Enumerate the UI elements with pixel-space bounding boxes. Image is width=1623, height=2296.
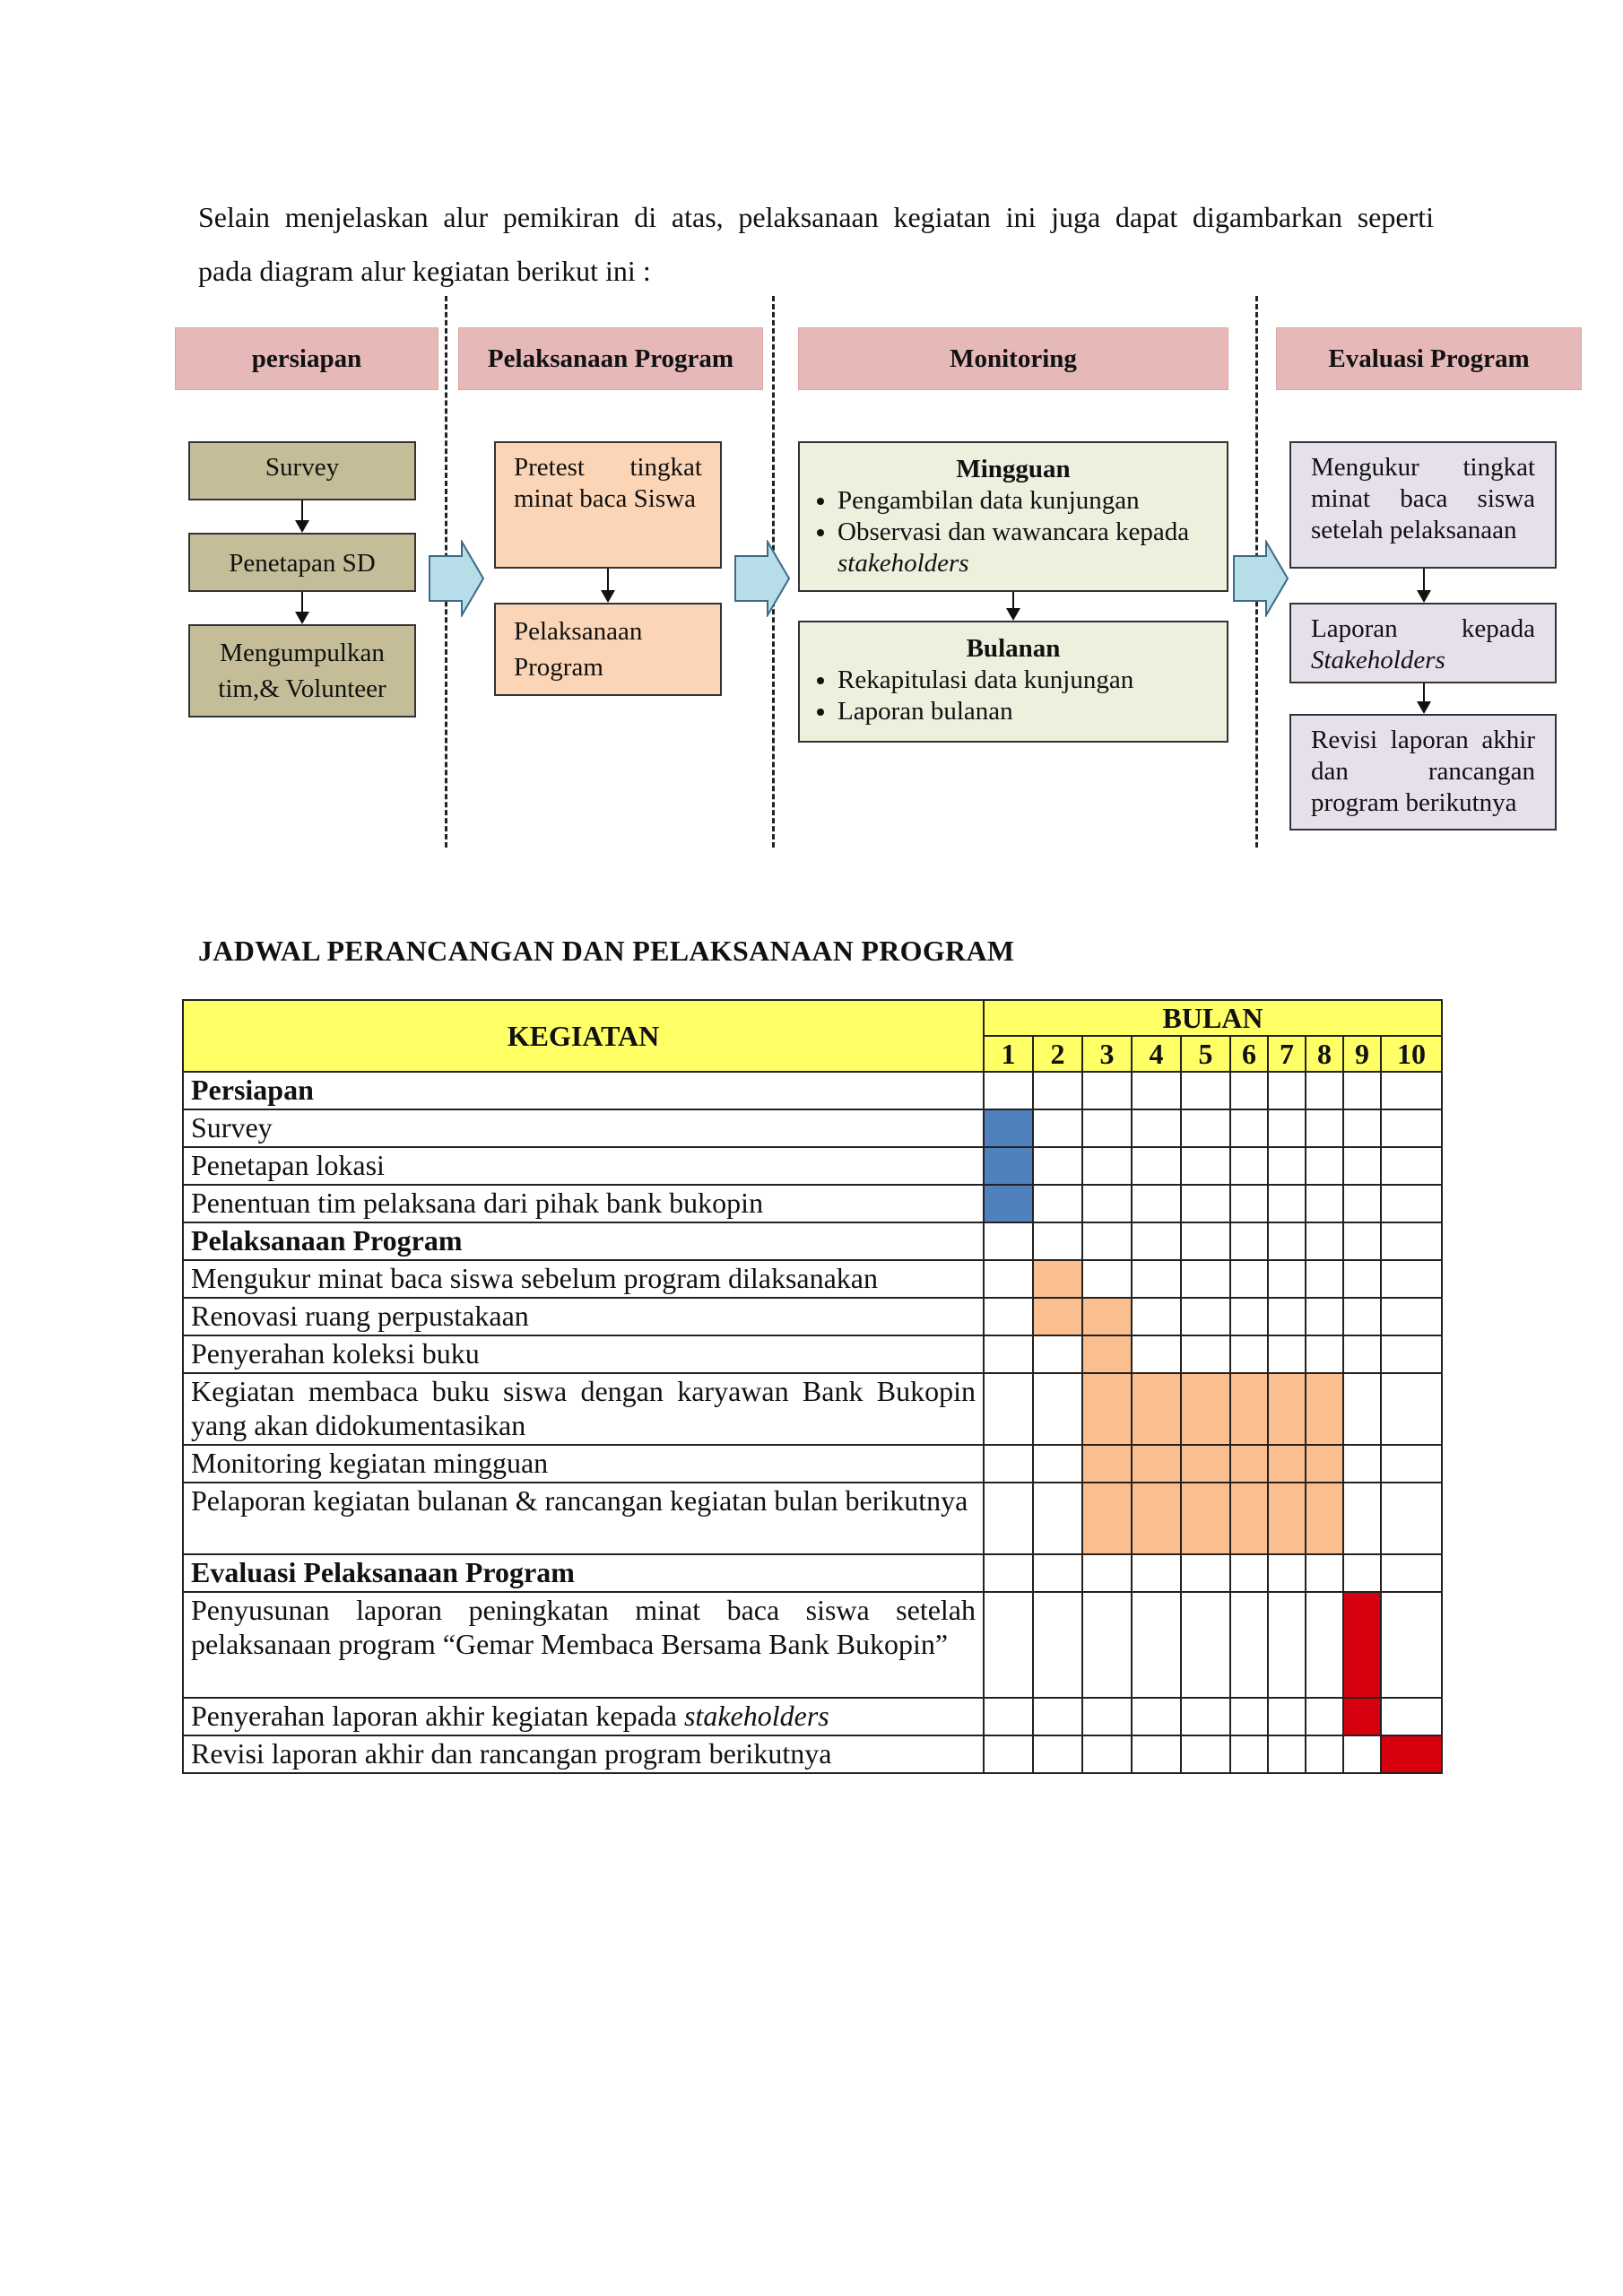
month-cell bbox=[1343, 1260, 1381, 1298]
month-cell bbox=[1381, 1072, 1442, 1109]
month-cell bbox=[1132, 1483, 1181, 1554]
month-cell bbox=[1268, 1698, 1306, 1735]
month-cell bbox=[1306, 1109, 1343, 1147]
month-cell bbox=[1230, 1735, 1268, 1773]
month-cell bbox=[984, 1072, 1033, 1109]
month-cell bbox=[1230, 1185, 1268, 1222]
month-cell bbox=[1132, 1222, 1181, 1260]
month-cell bbox=[1381, 1592, 1442, 1698]
activity-label: Penyerahan laporan akhir kegiatan kepada stakeholders bbox=[183, 1698, 984, 1735]
month-cell bbox=[1082, 1373, 1132, 1445]
month-cell bbox=[1132, 1185, 1181, 1222]
box-mengumpulkan-tim: Mengumpulkan tim,& Volunteer bbox=[188, 624, 416, 718]
table-row bbox=[183, 1335, 1442, 1373]
month-cell bbox=[1306, 1185, 1343, 1222]
box-bulanan bbox=[798, 621, 1228, 743]
month-cell bbox=[1033, 1698, 1082, 1735]
month-cell bbox=[1343, 1147, 1381, 1185]
month-cell bbox=[1230, 1698, 1268, 1735]
activity-label: Revisi laporan akhir dan rancangan program berikutnya bbox=[183, 1735, 984, 1773]
intro-line-1: Selain menjelaskan alur pemikiran di atas, pelaksanaan kegiatan ini juga dapat digambarkan seperti bbox=[198, 201, 1434, 233]
month-cell bbox=[1082, 1698, 1132, 1735]
activity-label: Penyerahan koleksi buku bbox=[183, 1335, 984, 1373]
month-header: 7 bbox=[1268, 1036, 1306, 1072]
month-cell bbox=[1343, 1445, 1381, 1483]
table-row bbox=[183, 1735, 1442, 1773]
schedule-body bbox=[183, 1072, 1442, 1773]
month-cell bbox=[1381, 1147, 1442, 1185]
month-cell bbox=[1132, 1298, 1181, 1335]
arrow-right-icon bbox=[733, 540, 791, 617]
month-cell bbox=[1306, 1592, 1343, 1698]
month-cell bbox=[1033, 1592, 1082, 1698]
month-cell bbox=[1082, 1445, 1132, 1483]
table-group-row bbox=[183, 1222, 1442, 1260]
month-cell bbox=[1381, 1373, 1442, 1445]
arrow-right-icon bbox=[428, 540, 485, 617]
month-cell bbox=[1306, 1735, 1343, 1773]
phase-header-monitoring: Monitoring bbox=[798, 327, 1228, 390]
month-cell bbox=[1082, 1260, 1132, 1298]
month-cell bbox=[1343, 1298, 1381, 1335]
box-mengukur-tingkat: Mengukur tingkat minat baca siswa setelah pelaksanaan bbox=[1289, 441, 1557, 569]
month-cell bbox=[1230, 1335, 1268, 1373]
month-cell bbox=[1132, 1109, 1181, 1147]
table-row bbox=[183, 1109, 1442, 1147]
activity-label: Kegiatan membaca buku siswa dengan karyawan Bank Bukopin yang akan didokumentasikan bbox=[183, 1373, 984, 1445]
month-cell bbox=[1381, 1445, 1442, 1483]
month-cell bbox=[1181, 1298, 1230, 1335]
month-cell bbox=[1082, 1554, 1132, 1592]
bulanan-title: Bulanan bbox=[966, 634, 1061, 663]
table-row bbox=[183, 1260, 1442, 1298]
activity-label: Penetapan lokasi bbox=[183, 1147, 984, 1185]
month-cell bbox=[1033, 1483, 1082, 1554]
month-cell bbox=[1306, 1298, 1343, 1335]
month-cell bbox=[1181, 1109, 1230, 1147]
list-item: • Laporan bulanan bbox=[838, 696, 1214, 727]
table-row bbox=[183, 1373, 1442, 1445]
month-cell bbox=[1343, 1483, 1381, 1554]
month-cell bbox=[1268, 1373, 1306, 1445]
activity-label: Pelaporan kegiatan bulanan & rancangan kegiatan bulan berikutnya bbox=[183, 1483, 984, 1554]
month-cell bbox=[1268, 1335, 1306, 1373]
month-cell bbox=[1381, 1483, 1442, 1554]
month-cell bbox=[1181, 1147, 1230, 1185]
bulanan-list bbox=[812, 665, 1214, 727]
schedule-title: JADWAL PERANCANGAN DAN PELAKSANAAN PROGRAM bbox=[198, 935, 1015, 967]
month-cell bbox=[1343, 1072, 1381, 1109]
month-header: 9 bbox=[1343, 1036, 1381, 1072]
month-cell bbox=[1268, 1260, 1306, 1298]
month-cell bbox=[1132, 1554, 1181, 1592]
header-bulan: BULAN bbox=[984, 1000, 1442, 1036]
activity-label: Penentuan tim pelaksana dari pihak bank bukopin bbox=[183, 1185, 984, 1222]
group-label: Persiapan bbox=[183, 1072, 984, 1109]
month-header: 1 bbox=[984, 1036, 1033, 1072]
month-cell bbox=[1306, 1335, 1343, 1373]
month-cell bbox=[1230, 1072, 1268, 1109]
month-cell bbox=[1033, 1298, 1082, 1335]
month-cell bbox=[1268, 1072, 1306, 1109]
month-cell bbox=[1343, 1698, 1381, 1735]
month-cell bbox=[1343, 1185, 1381, 1222]
month-cell bbox=[1306, 1445, 1343, 1483]
month-cell bbox=[1343, 1373, 1381, 1445]
arrow-right-icon bbox=[1232, 540, 1289, 617]
month-cell bbox=[1181, 1735, 1230, 1773]
month-cell bbox=[1268, 1554, 1306, 1592]
month-cell bbox=[1268, 1445, 1306, 1483]
table-row bbox=[183, 1483, 1442, 1554]
month-cell bbox=[1306, 1698, 1343, 1735]
month-cell bbox=[984, 1298, 1033, 1335]
table-group-row bbox=[183, 1554, 1442, 1592]
month-cell bbox=[1033, 1445, 1082, 1483]
month-cell bbox=[984, 1483, 1033, 1554]
month-cell bbox=[1132, 1147, 1181, 1185]
phase-header-evaluasi: Evaluasi Program bbox=[1276, 327, 1582, 390]
box-survey: Survey bbox=[188, 441, 416, 500]
month-header: 10 bbox=[1381, 1036, 1442, 1072]
month-header: 5 bbox=[1181, 1036, 1230, 1072]
month-cell bbox=[1268, 1735, 1306, 1773]
month-cell bbox=[1033, 1222, 1082, 1260]
month-cell bbox=[1082, 1735, 1132, 1773]
header-kegiatan: KEGIATAN bbox=[183, 1000, 984, 1072]
mingguan-list bbox=[812, 485, 1214, 579]
month-cell bbox=[1082, 1592, 1132, 1698]
month-cell bbox=[1230, 1109, 1268, 1147]
month-cell bbox=[1268, 1592, 1306, 1698]
month-cell bbox=[984, 1445, 1033, 1483]
month-cell bbox=[1181, 1260, 1230, 1298]
month-cell bbox=[1381, 1554, 1442, 1592]
table-row bbox=[183, 1147, 1442, 1185]
month-header: 4 bbox=[1132, 1036, 1181, 1072]
month-cell bbox=[1230, 1260, 1268, 1298]
month-cell bbox=[1381, 1335, 1442, 1373]
month-cell bbox=[984, 1185, 1033, 1222]
month-cell bbox=[1381, 1185, 1442, 1222]
month-cell bbox=[1082, 1109, 1132, 1147]
month-cell bbox=[1033, 1185, 1082, 1222]
month-cell bbox=[1381, 1109, 1442, 1147]
month-cell bbox=[1181, 1072, 1230, 1109]
phase-header-pelaksanaan: Pelaksanaan Program bbox=[458, 327, 763, 390]
month-cell bbox=[1181, 1592, 1230, 1698]
month-cell bbox=[1132, 1260, 1181, 1298]
month-header: 2 bbox=[1033, 1036, 1082, 1072]
mingguan-title: Mingguan bbox=[956, 455, 1071, 483]
month-cell bbox=[1181, 1445, 1230, 1483]
month-cell bbox=[1033, 1335, 1082, 1373]
month-cell bbox=[1343, 1109, 1381, 1147]
month-cell bbox=[984, 1592, 1033, 1698]
header-row bbox=[183, 1000, 1442, 1036]
month-cell bbox=[1230, 1222, 1268, 1260]
month-cell bbox=[1268, 1483, 1306, 1554]
list-item: • Rekapitulasi data kunjungan bbox=[838, 665, 1214, 696]
month-cell bbox=[1306, 1147, 1343, 1185]
month-cell bbox=[1343, 1735, 1381, 1773]
month-cell bbox=[1230, 1373, 1268, 1445]
month-cell bbox=[1306, 1072, 1343, 1109]
month-cell bbox=[1082, 1483, 1132, 1554]
month-cell bbox=[1268, 1222, 1306, 1260]
month-cell bbox=[984, 1554, 1033, 1592]
month-cell bbox=[984, 1698, 1033, 1735]
month-cell bbox=[1181, 1373, 1230, 1445]
table-row bbox=[183, 1185, 1442, 1222]
table-group-row bbox=[183, 1072, 1442, 1109]
month-cell bbox=[1268, 1109, 1306, 1147]
intro-line-2: pada diagram alur kegiatan berikut ini : bbox=[198, 255, 651, 287]
month-cell bbox=[1306, 1554, 1343, 1592]
month-cell bbox=[1033, 1109, 1082, 1147]
month-cell bbox=[1132, 1698, 1181, 1735]
month-cell bbox=[1181, 1554, 1230, 1592]
box-revisi-laporan: Revisi laporan akhir dan rancangan program berikutnya bbox=[1289, 714, 1557, 831]
month-cell bbox=[1230, 1147, 1268, 1185]
month-cell bbox=[1132, 1735, 1181, 1773]
month-cell bbox=[1181, 1483, 1230, 1554]
group-label: Evaluasi Pelaksanaan Program bbox=[183, 1554, 984, 1592]
month-cell bbox=[1082, 1147, 1132, 1185]
month-cell bbox=[1082, 1185, 1132, 1222]
phase-header-persiapan: persiapan bbox=[175, 327, 438, 390]
month-cell bbox=[1033, 1373, 1082, 1445]
table-row bbox=[183, 1445, 1442, 1483]
month-cell bbox=[1132, 1445, 1181, 1483]
box-pelaksanaan-program: Pelaksanaan Program bbox=[494, 603, 722, 696]
table-row bbox=[183, 1298, 1442, 1335]
month-cell bbox=[1230, 1554, 1268, 1592]
month-cell bbox=[1343, 1554, 1381, 1592]
month-cell bbox=[1082, 1072, 1132, 1109]
month-cell bbox=[1381, 1222, 1442, 1260]
list-item: • Observasi dan wawancara kepada stakeholders bbox=[838, 517, 1214, 579]
month-cell bbox=[1306, 1373, 1343, 1445]
month-cell bbox=[1033, 1072, 1082, 1109]
month-header: 3 bbox=[1082, 1036, 1132, 1072]
month-cell bbox=[984, 1147, 1033, 1185]
group-label: Pelaksanaan Program bbox=[183, 1222, 984, 1260]
month-cell bbox=[1033, 1147, 1082, 1185]
box-penetapan-sd: Penetapan SD bbox=[188, 533, 416, 592]
month-cell bbox=[1230, 1298, 1268, 1335]
month-cell bbox=[1132, 1592, 1181, 1698]
month-cell bbox=[1268, 1298, 1306, 1335]
month-cell bbox=[984, 1222, 1033, 1260]
schedule-table bbox=[182, 999, 1443, 1774]
month-cell bbox=[1082, 1335, 1132, 1373]
month-cell bbox=[1381, 1735, 1442, 1773]
month-cell bbox=[1230, 1483, 1268, 1554]
month-cell bbox=[1181, 1335, 1230, 1373]
month-cell bbox=[1343, 1222, 1381, 1260]
month-header: 8 bbox=[1306, 1036, 1343, 1072]
activity-label: Mengukur minat baca siswa sebelum program dilaksanakan bbox=[183, 1260, 984, 1298]
table-row bbox=[183, 1592, 1442, 1698]
box-laporan-stakeholders: Laporan kepada Stakeholders bbox=[1289, 603, 1557, 683]
month-cell bbox=[984, 1335, 1033, 1373]
month-cell bbox=[984, 1260, 1033, 1298]
month-cell bbox=[1306, 1222, 1343, 1260]
month-cell bbox=[1181, 1222, 1230, 1260]
month-cell bbox=[1381, 1698, 1442, 1735]
box-mingguan bbox=[798, 441, 1228, 592]
month-cell bbox=[984, 1735, 1033, 1773]
activity-label: Survey bbox=[183, 1109, 984, 1147]
month-cell bbox=[984, 1373, 1033, 1445]
list-item: • Pengambilan data kunjungan bbox=[838, 485, 1214, 517]
month-cell bbox=[1343, 1592, 1381, 1698]
month-cell bbox=[1306, 1483, 1343, 1554]
month-cell bbox=[1132, 1335, 1181, 1373]
month-cell bbox=[1033, 1554, 1082, 1592]
intro-paragraph bbox=[198, 190, 1434, 298]
month-cell bbox=[1306, 1260, 1343, 1298]
month-cell bbox=[1082, 1298, 1132, 1335]
month-cell bbox=[1132, 1373, 1181, 1445]
month-cell bbox=[1230, 1592, 1268, 1698]
activity-label: Renovasi ruang perpustakaan bbox=[183, 1298, 984, 1335]
box-pretest: Pretest tingkat minat baca Siswa bbox=[494, 441, 722, 569]
month-cell bbox=[1343, 1335, 1381, 1373]
month-cell bbox=[1268, 1185, 1306, 1222]
month-cell bbox=[1082, 1222, 1132, 1260]
month-cell bbox=[1381, 1298, 1442, 1335]
month-cell bbox=[1132, 1072, 1181, 1109]
month-header: 6 bbox=[1230, 1036, 1268, 1072]
activity-label: Penyusunan laporan peningkatan minat baca siswa setelah pelaksanaan program “Gemar Membaca Bersama Bank Bukopin” bbox=[183, 1592, 984, 1698]
month-cell bbox=[1033, 1735, 1082, 1773]
month-cell bbox=[1230, 1445, 1268, 1483]
month-cell bbox=[1033, 1260, 1082, 1298]
activity-label: Monitoring kegiatan mingguan bbox=[183, 1445, 984, 1483]
month-cell bbox=[1181, 1185, 1230, 1222]
month-cell bbox=[1381, 1260, 1442, 1298]
month-cell bbox=[984, 1109, 1033, 1147]
month-cell bbox=[1181, 1698, 1230, 1735]
month-cell bbox=[1268, 1147, 1306, 1185]
table-row bbox=[183, 1698, 1442, 1735]
